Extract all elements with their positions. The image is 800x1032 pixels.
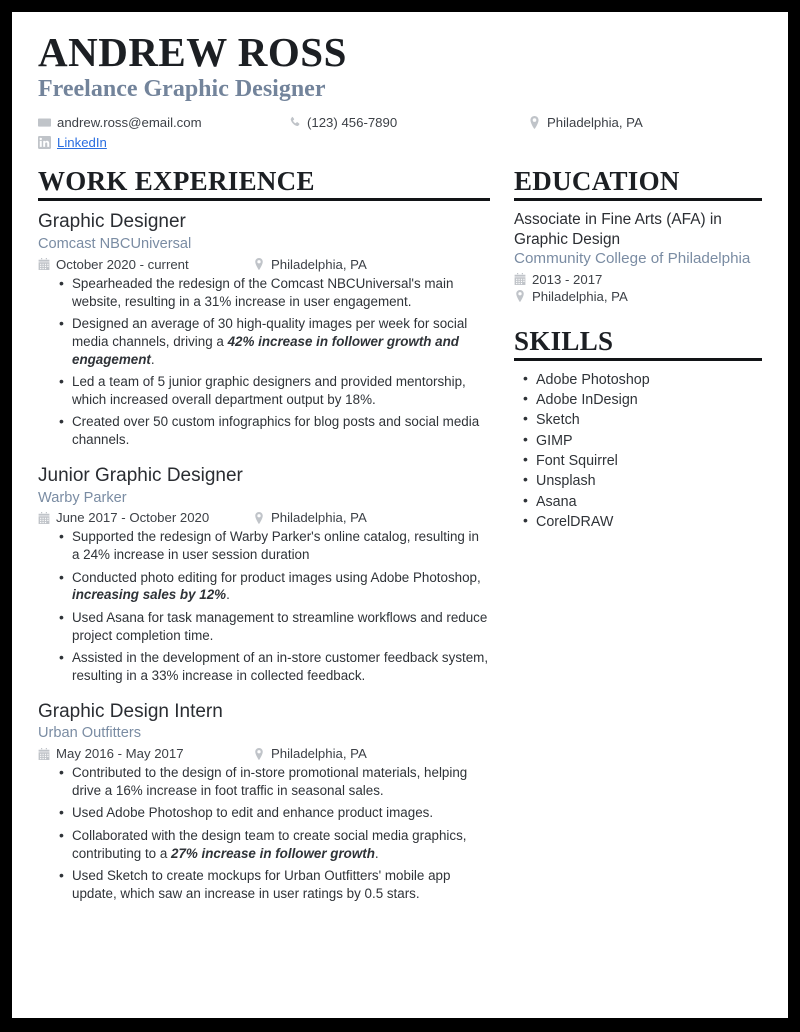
work-experience-entry [38, 464, 490, 685]
work-experience-list [38, 210, 490, 903]
education-list [514, 210, 762, 303]
work-experience-column [38, 166, 490, 903]
map-pin-icon [253, 512, 265, 524]
section-title-skills: SKILLS [514, 325, 614, 356]
map-pin-icon [528, 116, 541, 129]
linkedin-link[interactable]: LinkedIn [57, 134, 107, 150]
job-dates-text: May 2016 - May 2017 [56, 746, 184, 762]
education-entry [514, 210, 762, 303]
work-experience-entry [38, 700, 490, 903]
skill-item: • GIMP [536, 431, 762, 451]
job-bullet-list [38, 764, 490, 902]
education-location [514, 289, 762, 304]
job-meta [38, 746, 490, 761]
resume-page [12, 12, 788, 1018]
linkedin-icon [38, 136, 51, 149]
job-bullet: • Used Adobe Photoshop to edit and enhance product images. [72, 804, 490, 822]
contact-row-primary [38, 115, 762, 130]
skill-item: • Asana [536, 492, 762, 512]
resume-header [38, 30, 762, 150]
job-bullet: • Used Asana for task management to streamline workflows and reduce project completion time. [72, 609, 490, 645]
calendar-icon [38, 512, 50, 524]
job-bullet: • Collaborated with the design team to create social media graphics, contributing to a 27% increase in follower growth. [72, 827, 490, 863]
job-bullet: • Conducted photo editing for product images using Adobe Photoshop, increasing sales by 12%. [72, 569, 490, 605]
job-dates [38, 746, 253, 761]
email-text: andrew.ross@email.com [57, 114, 202, 130]
job-title: Junior Graphic Designer [38, 464, 243, 486]
job-title: Graphic Designer [38, 211, 186, 233]
contact-linkedin[interactable] [38, 135, 107, 150]
job-bullet-list [38, 528, 490, 684]
envelope-icon [38, 116, 51, 129]
job-bullet: • Designed an average of 30 high-quality images per week for social media channels, driving a 42% increase in follower growth and engagement. [72, 315, 490, 368]
section-rule [514, 198, 762, 201]
skill-item: • Sketch [536, 410, 762, 430]
job-dates [38, 510, 253, 525]
map-pin-icon [253, 258, 265, 270]
job-location-text: Philadelphia, PA [271, 746, 367, 762]
job-location [253, 746, 367, 761]
calendar-icon [38, 258, 50, 270]
job-organization: Urban Outfitters [38, 725, 142, 742]
emphasis-text: 42% increase in follower growth and engagement [72, 333, 459, 367]
job-dates-text: October 2020 - current [56, 256, 189, 272]
calendar-icon [38, 748, 50, 760]
section-title-work-experience: WORK EXPERIENCE [38, 165, 315, 196]
emphasis-text: increasing sales by 12% [72, 587, 227, 603]
job-location-text: Philadelphia, PA [271, 510, 367, 526]
job-bullet: • Used Sketch to create mockups for Urban Outfitters' mobile app update, which saw an increase in user ratings by 0.5 stars. [72, 867, 490, 903]
job-bullet: • Assisted in the development of an in-store customer feedback system, resulting in a 33% increase in collected feedback. [72, 649, 490, 685]
sidebar-column [514, 166, 762, 903]
section-title-education: EDUCATION [514, 165, 680, 196]
phone-icon [288, 116, 301, 129]
education-dates-text: 2013 - 2017 [532, 271, 603, 287]
education-location-text: Philadelphia, PA [532, 288, 628, 304]
calendar-icon [514, 273, 526, 285]
job-location [253, 257, 367, 272]
work-experience-entry [38, 210, 490, 449]
job-location [253, 510, 367, 525]
job-dates-text: June 2017 - October 2020 [56, 510, 210, 526]
job-dates [38, 257, 253, 272]
education-dates [514, 272, 762, 287]
contact-row-secondary [38, 135, 762, 150]
job-bullet: • Created over 50 custom infographics for blog posts and social media channels. [72, 413, 490, 449]
candidate-name: ANDREW ROSS [38, 29, 347, 75]
contact-phone[interactable] [288, 115, 528, 130]
skill-item: • Adobe InDesign [536, 390, 762, 410]
skill-item: • Unsplash [536, 471, 762, 491]
job-location-text: Philadelphia, PA [271, 256, 367, 272]
phone-text: (123) 456-7890 [307, 114, 398, 130]
map-pin-icon [253, 748, 265, 760]
emphasis-text: 27% increase in follower growth [171, 845, 375, 861]
education-school: Community College of Philadelphia [514, 250, 751, 268]
map-pin-icon [514, 290, 526, 302]
contact-info [38, 115, 762, 150]
job-meta [38, 257, 490, 272]
job-bullet: • Contributed to the design of in-store promotional materials, helping drive a 16% increase in foot traffic in seasonal sales. [72, 764, 490, 800]
job-bullet-list [38, 275, 490, 449]
job-bullet: • Spearheaded the redesign of the Comcast NBCUniversal's main website, resulting in a 31% increase in user engagement. [72, 275, 490, 311]
job-meta [38, 510, 490, 525]
skill-item: • Font Squirrel [536, 451, 762, 471]
skill-item: • CorelDRAW [536, 512, 762, 532]
education-degree: Associate in Fine Arts (AFA) in Graphic Design [514, 211, 722, 248]
skills-list [514, 370, 762, 532]
resume-body [38, 166, 762, 903]
job-title: Graphic Design Intern [38, 700, 223, 722]
skill-item: • Adobe Photoshop [536, 370, 762, 390]
location-text: Philadelphia, PA [547, 114, 643, 130]
candidate-headline: Freelance Graphic Designer [38, 76, 326, 103]
job-organization: Warby Parker [38, 489, 127, 506]
contact-location [528, 115, 762, 130]
job-organization: Comcast NBCUniversal [38, 235, 192, 252]
contact-email[interactable] [38, 115, 288, 130]
section-rule [514, 358, 762, 361]
section-rule [38, 198, 490, 201]
job-bullet: • Led a team of 5 junior graphic designers and provided mentorship, which increased overall department output by 18%. [72, 373, 490, 409]
job-bullet: • Supported the redesign of Warby Parker's online catalog, resulting in a 24% increase in user session duration [72, 528, 490, 564]
